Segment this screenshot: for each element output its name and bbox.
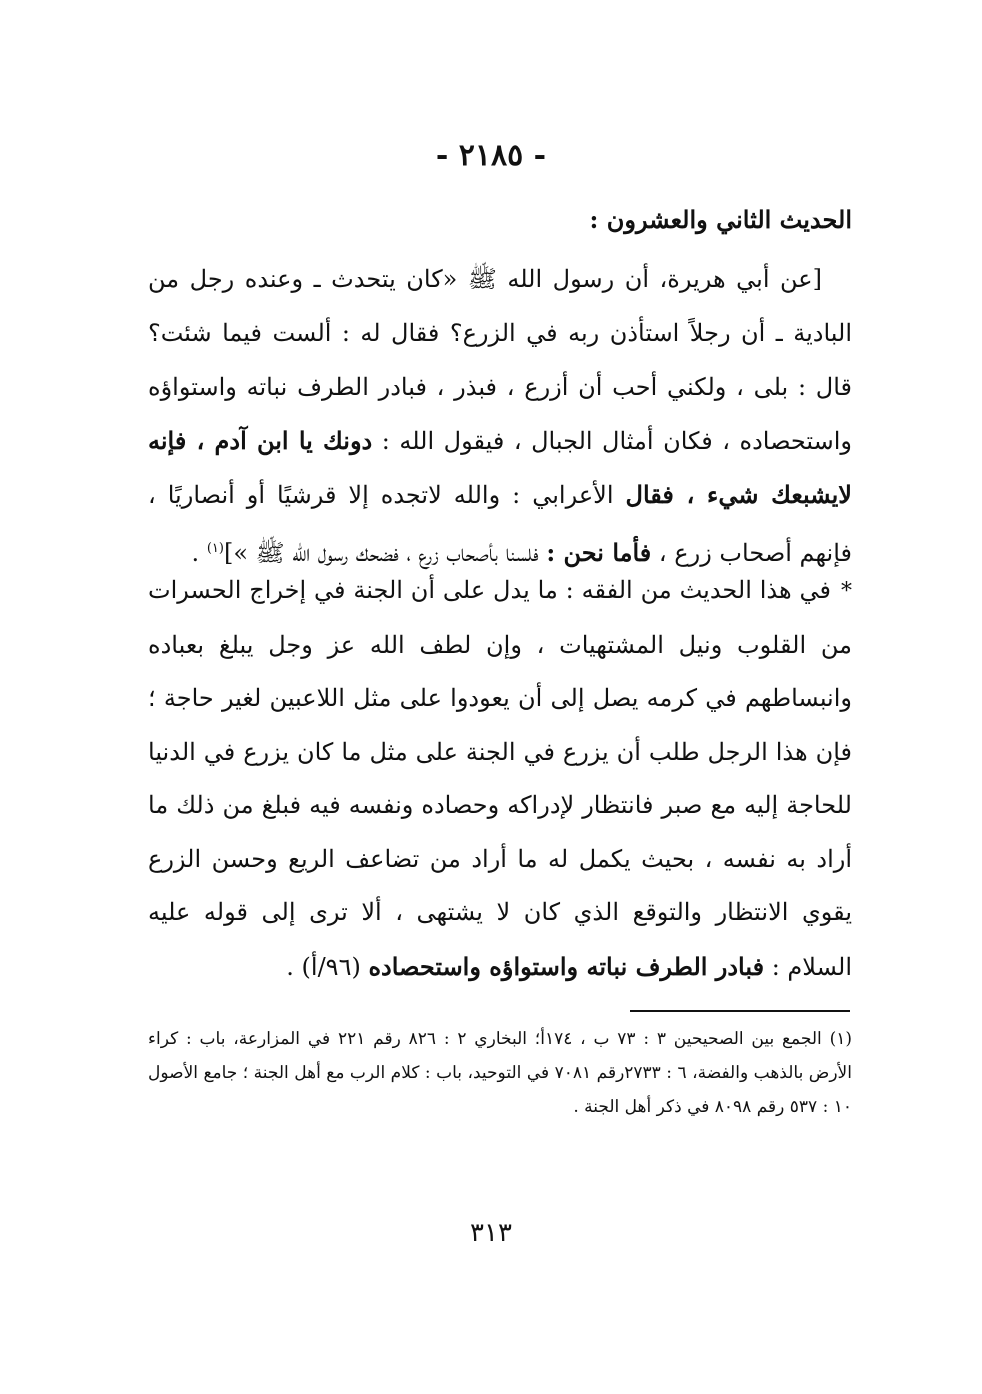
footnote-text: (١) الجمع بين الصحيحين ٣ : ٧٣ ب ، ١٧٤أ؛ البخاري ٢ : ٨٢٦ رقم ٢٢١ في المزارعة، باب : كراء الأرض بالذهب والفضة، ٦ : ٢٧٣٣رقم ٧٠٨١ في التوحيد، باب : كلام الرب مع أهل الجنة ؛ جامع الأصول ١٠ : ٥٣٧ رقم ٨٠٩٨ في ذكر أهل الجنة . bbox=[148, 1029, 852, 1117]
hadith-closing: . bbox=[191, 539, 207, 567]
hadith-middle: الأعرابي : والله لاتجده إلا قرشيًا أو أنصاريًا ، فإنهم أصحاب زرع ، bbox=[148, 481, 852, 567]
hadith-intro: [عن أبي هريرة، أن رسول الله ﷺ «كان يتحدث ـ وعنده رجل من البادية ـ أن رجلاً استأذن ربه في الزرع؟ فقال له : ألست فيما شئت؟ قال : بلى ، ولكني أحب أن أزرع ، فبذر ، فبادر الطرف نباته واستواؤه واستحصاده ، فكان أمثال الجبال ، فيقول الله : bbox=[148, 265, 853, 455]
commentary-end: (٩٦/أ) . bbox=[286, 952, 369, 981]
commentary-emphasis: فبادر الطرف نباته واستواؤه واستحصاده bbox=[368, 951, 765, 981]
section-title: الحديث الثاني والعشرون : bbox=[589, 205, 852, 234]
hadith-text bbox=[148, 252, 852, 580]
hadith-paragraph bbox=[148, 252, 852, 580]
commentary-text bbox=[148, 564, 852, 994]
commentary-paragraph bbox=[148, 564, 852, 994]
footnote bbox=[148, 1022, 852, 1124]
hadith-emphasis-1: دونك يا ابن آدم ، فإنه لايشبعك شيء ، فقال bbox=[148, 426, 852, 509]
page-number: ٣١٣ bbox=[470, 1218, 512, 1248]
commentary-body: في هذا الحديث من الفقه : ما يدل على أن الجنة في إخراج الحسرات من القلوب ونيل المشتهيات ، وإن لطف الله عز وجل يبلغ بعباده وانبساطهم في كرمه يصل إلى أن يعودوا على مثل اللاعبين لغير حاجة ؛ فإن هذا الرجل طلب أن يزرع في الجنة على مثل ما كان يزرع في الدنيا للحاجة إليه مع صبر فانتظار لإدراكه وحصاده ونفسه فيه فبلغ من ذلك ما أراد به نفسه ، بحيث يكمل له ما أراد من تضاعف الريع وحسن الزرع يقوي الانتظار والتوقع الذي كان لا يشتهى ، ألا ترى إلى قوله عليه السلام : bbox=[148, 576, 852, 981]
footnote-marker[interactable]: (١) bbox=[206, 541, 224, 556]
hadith-end: فلسنا بأصحاب زرع ، فضحك رسول الله ﷺ »] bbox=[223, 539, 547, 567]
hadith-emphasis-2: فأما نحن : bbox=[546, 538, 652, 567]
hadith-number-heading: - ٢١٨٥ - bbox=[435, 138, 547, 173]
footnote-divider bbox=[630, 1010, 850, 1012]
star-bullet-icon: * bbox=[841, 579, 852, 604]
